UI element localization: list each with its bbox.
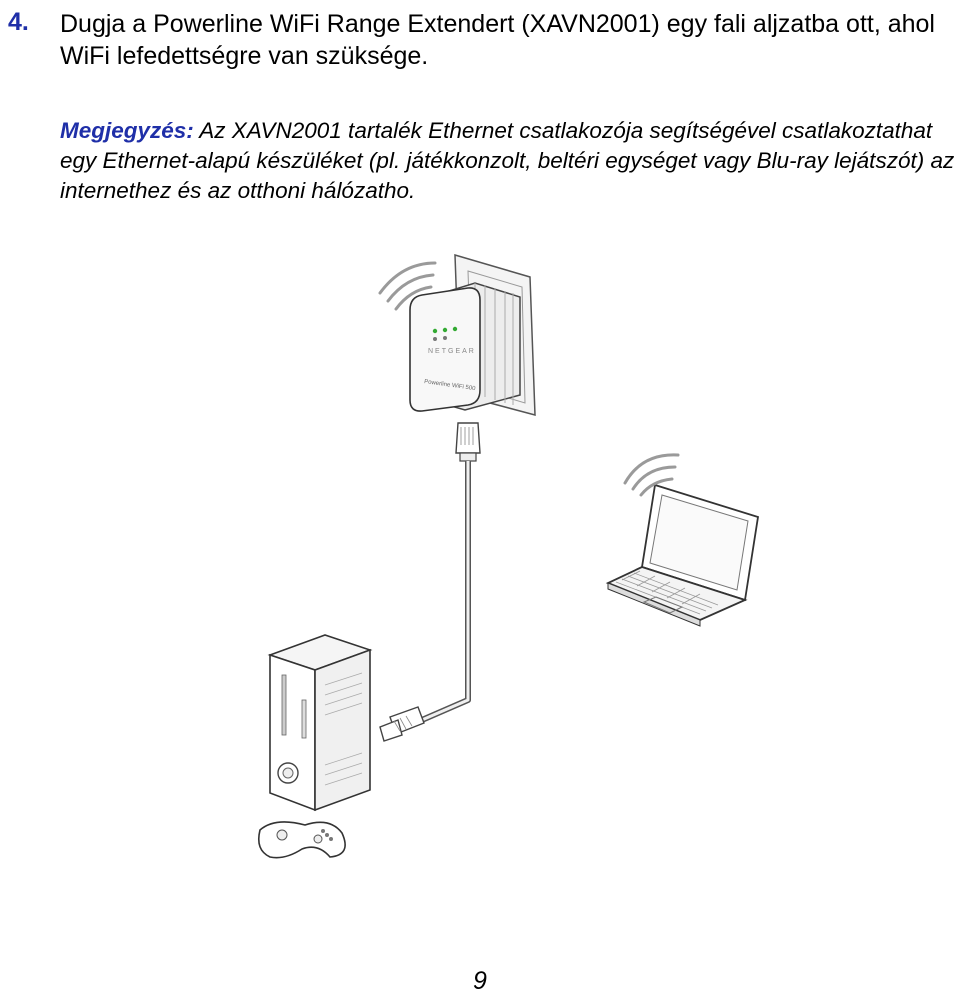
page-number: 9 (473, 967, 487, 995)
note-label: Megjegyzés: (60, 118, 194, 143)
step-text: Dugja a Powerline WiFi Range Extendert (XAVN2001) egy fali aljzatba ott, ahol WiFi lefedettségre van szüksége. (60, 10, 935, 70)
ethernet-plug-top (456, 423, 480, 461)
game-controller (259, 822, 345, 858)
ethernet-cable (415, 461, 468, 723)
connection-illustration (230, 245, 790, 885)
note-text: Az XAVN2001 tartalék Ethernet csatlakozója segítségével csatlakoztathat egy Ethernet-alapú készüléket (pl. játékkonzolt, beltéri egységet vagy Blu-ray lejátszót) az internethez és az otthoni hálózatho. (60, 118, 955, 203)
extender-model: Powerline WiFi 500 (423, 379, 476, 393)
note-paragraph (60, 116, 955, 206)
extender-brand: NETGEAR (428, 348, 476, 355)
step-4 (8, 8, 953, 72)
game-console (270, 635, 370, 810)
laptop (608, 485, 758, 626)
step-number: 4. (8, 8, 29, 36)
ethernet-plug-bottom (380, 707, 424, 741)
extender-device (410, 283, 520, 411)
